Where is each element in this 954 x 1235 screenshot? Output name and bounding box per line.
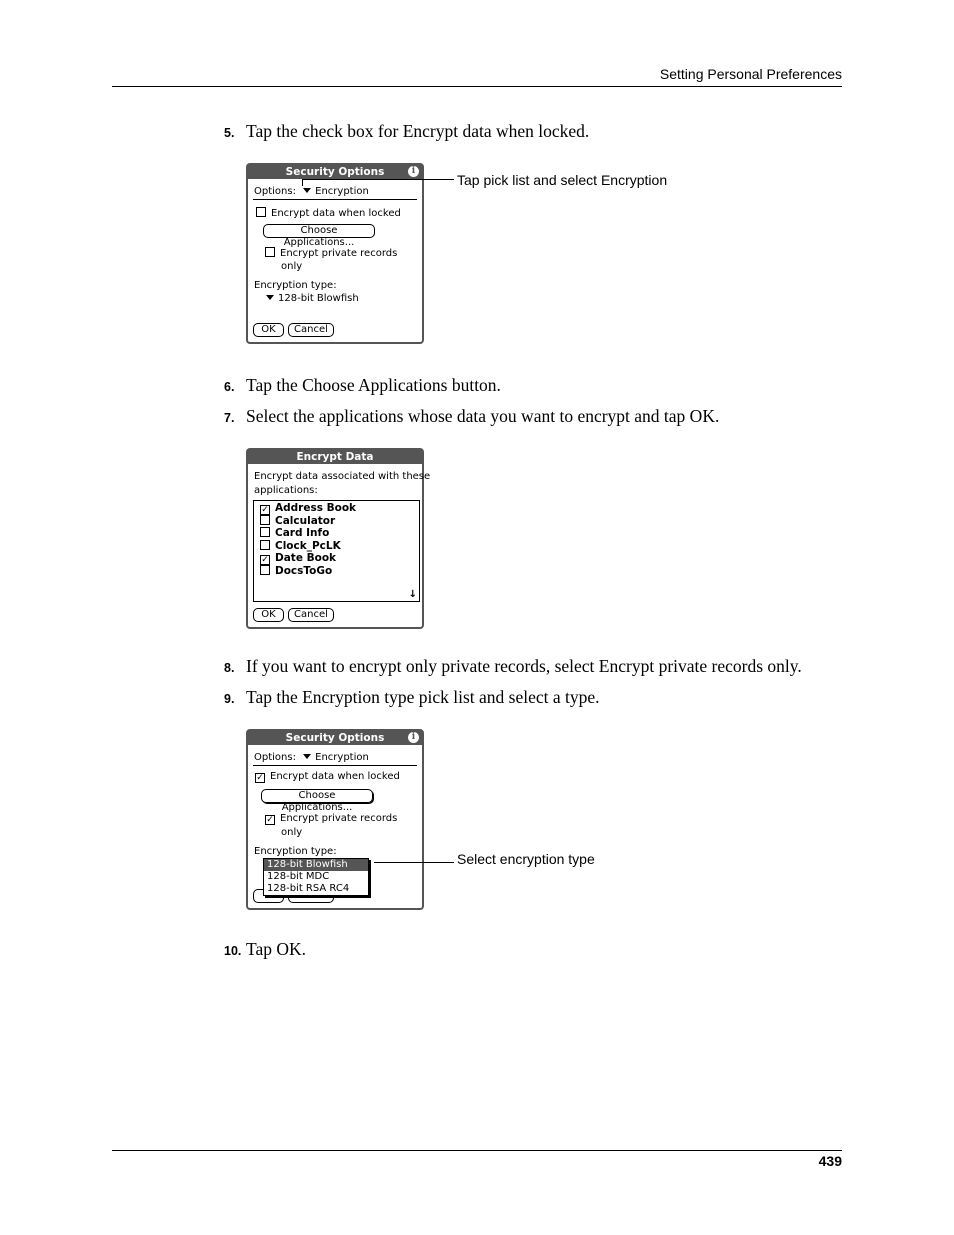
footer-rule — [112, 1150, 842, 1151]
step-text: Select the applications whose data you want to encrypt and tap OK. — [246, 406, 720, 426]
dialog-title-text: Security Options — [285, 732, 385, 744]
security-options-dialog-1 — [246, 163, 424, 344]
app-name: DocsToGo — [275, 564, 333, 577]
encrypt-private-label-line2: only — [281, 261, 303, 272]
info-icon[interactable]: i — [408, 732, 419, 743]
app-name: Calculator — [275, 514, 336, 527]
step-text: Tap the check box for Encrypt data when locked. — [246, 121, 590, 141]
callout-line-vertical — [302, 179, 303, 186]
encrypt-data-dialog — [246, 448, 431, 629]
checkbox-empty-icon — [256, 207, 266, 217]
encrypt-private-checkbox[interactable] — [265, 247, 397, 259]
checkbox-checked-icon: ✓ — [261, 505, 269, 515]
app-name: Card Info — [275, 527, 330, 539]
encrypt-private-label-line2: only — [281, 827, 303, 838]
choose-applications-button[interactable]: Choose Applications... — [261, 789, 373, 803]
step-number: 8. — [224, 661, 235, 675]
step-text: If you want to encrypt only private records, select Encrypt private records only. — [246, 656, 802, 676]
encrypt-private-label: Encrypt private records — [280, 813, 398, 824]
checkbox-empty-icon — [260, 565, 270, 575]
list-item[interactable] — [260, 552, 336, 565]
step-text: Tap the Encryption type pick list and select a type. — [246, 687, 600, 707]
step-number: 9. — [224, 692, 235, 706]
encryption-type-value: 128-bit Blowfish — [278, 293, 359, 304]
app-name: Address Book — [275, 502, 357, 514]
encryption-type-label: Encryption type: — [254, 280, 337, 291]
encryption-type-popup[interactable] — [263, 858, 369, 896]
options-divider — [253, 199, 417, 200]
step-number: 10. — [224, 944, 242, 958]
checkbox-empty-icon — [260, 540, 270, 550]
choose-applications-button[interactable]: Choose Applications... — [263, 224, 375, 238]
encryption-type-picklist[interactable] — [266, 293, 359, 304]
step-5 — [224, 121, 589, 142]
security-options-dialog-2 — [246, 729, 424, 910]
list-item[interactable] — [260, 540, 341, 552]
encryption-type-label: Encryption type: — [254, 846, 337, 857]
options-picklist[interactable] — [303, 752, 369, 763]
list-item[interactable] — [260, 565, 332, 577]
cancel-button[interactable]: Cancel — [288, 323, 334, 337]
checkbox-checked-icon: ✓ — [256, 773, 264, 783]
checkbox-empty-icon — [265, 247, 275, 257]
running-header: Setting Personal Preferences — [659, 66, 842, 82]
encrypt-data-description: Encrypt data associated with these — [254, 471, 431, 482]
step-6 — [224, 375, 501, 396]
options-label: Options: — [254, 752, 296, 763]
callout-line — [302, 179, 454, 180]
step-10 — [224, 939, 306, 960]
encrypt-locked-checkbox[interactable] — [255, 771, 400, 783]
step-number: 6. — [224, 380, 235, 394]
step-8 — [224, 656, 802, 677]
header-rule — [112, 86, 842, 87]
dialog-title-text: Security Options — [285, 166, 385, 178]
options-picklist[interactable] — [303, 186, 369, 197]
dialog-title — [248, 731, 422, 745]
checkbox-empty-icon — [260, 527, 270, 537]
step-text: Tap the Choose Applications button. — [246, 375, 501, 395]
encrypt-data-description-line2: applications: — [254, 485, 318, 496]
applications-list[interactable] — [253, 500, 420, 602]
triangle-down-icon — [266, 295, 274, 300]
app-name: Date Book — [275, 552, 337, 564]
options-label: Options: — [254, 186, 296, 197]
step-9 — [224, 687, 600, 708]
app-name: Clock_PcLK — [275, 539, 341, 552]
list-item[interactable] — [260, 515, 335, 527]
options-row — [254, 186, 369, 197]
ok-button[interactable]: OK — [253, 323, 284, 337]
checkbox-checked-icon: ✓ — [261, 555, 269, 565]
encrypt-private-checkbox[interactable] — [265, 813, 397, 825]
info-icon[interactable]: i — [408, 166, 419, 177]
popup-item[interactable]: 128-bit RSA RC4 — [267, 883, 350, 894]
encrypt-private-label: Encrypt private records — [280, 248, 398, 259]
options-value: Encryption — [315, 186, 369, 197]
callout-pick-list: Tap pick list and select Encryption — [457, 172, 668, 188]
ok-button[interactable]: OK — [253, 608, 284, 622]
page-number: 439 — [818, 1153, 842, 1169]
callout-line — [374, 862, 454, 863]
cancel-button[interactable]: Cancel — [288, 608, 334, 622]
step-7 — [224, 406, 719, 427]
step-text: Tap OK. — [246, 939, 307, 959]
options-row — [254, 752, 369, 763]
options-divider — [253, 765, 417, 766]
encrypt-locked-checkbox[interactable] — [256, 207, 401, 219]
callout-encryption-type: Select encryption type — [457, 851, 595, 867]
list-item[interactable] — [260, 527, 329, 539]
step-number: 5. — [224, 126, 235, 140]
encrypt-locked-label: Encrypt data when locked — [271, 208, 401, 219]
list-item[interactable] — [260, 502, 356, 515]
popup-item-selected[interactable]: 128-bit Blowfish — [264, 859, 368, 871]
dialog-title: Encrypt Data — [248, 450, 422, 464]
checkbox-checked-icon: ✓ — [266, 815, 274, 825]
triangle-down-icon — [303, 754, 311, 759]
checkbox-empty-icon — [260, 515, 270, 525]
triangle-down-icon — [303, 188, 311, 193]
dialog-title — [248, 165, 422, 179]
options-value: Encryption — [315, 752, 369, 763]
encrypt-locked-label: Encrypt data when locked — [270, 771, 400, 782]
scroll-down-arrow-icon[interactable]: ↓ — [408, 589, 417, 600]
popup-item[interactable]: 128-bit MDC — [267, 871, 330, 882]
step-number: 7. — [224, 411, 235, 425]
